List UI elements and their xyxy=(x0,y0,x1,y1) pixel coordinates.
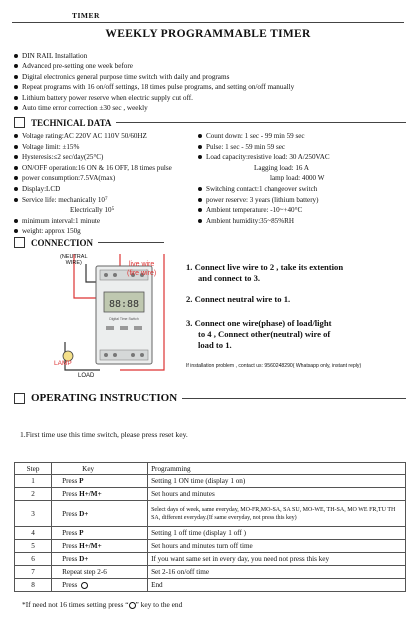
table-header-row xyxy=(15,463,406,475)
connection-steps xyxy=(186,262,408,352)
clock-key-icon xyxy=(81,582,88,589)
connection-step: 3. Connect one wire(phase) of load/light xyxy=(186,318,332,328)
table-row: 3 Press D+ Select days of week, same everyday, MO-FR,MO-SA, SA SU, MO-WE, TH-SA, MO WE FR,TU TH SA, different everyday.(If same everyday, not press this key) xyxy=(15,501,406,527)
svg-text:Digital Time Switch: Digital Time Switch xyxy=(109,317,139,321)
section-rule xyxy=(182,398,406,399)
bullet-icon xyxy=(14,64,18,68)
column-header: Key xyxy=(52,463,148,475)
live-wire-label: live wire xyxy=(129,261,155,268)
operating-title: OPERATING INSTRUCTION xyxy=(31,392,178,404)
lamp-label: LAMP xyxy=(54,360,72,367)
neutral-wire-label: (NEUTRAL WIRE) xyxy=(60,254,88,266)
load-label: LOAD xyxy=(78,373,95,379)
column-header: Step xyxy=(15,463,52,475)
section-box-icon xyxy=(14,393,25,404)
section-rule xyxy=(116,122,406,123)
svg-text:88:88: 88:88 xyxy=(108,299,140,310)
connection-step: and connect to 3. xyxy=(198,273,261,283)
feature-item: Lithium battery power reserve when electric supply cut off. xyxy=(14,93,294,103)
section-box-icon xyxy=(14,237,25,248)
header-rule xyxy=(12,22,404,23)
technical-title: TECHNICAL DATA xyxy=(31,117,112,128)
table-row: 4 Press P Setting 1 off time (display 1 off ) xyxy=(15,527,406,540)
table-row: 1 Press P Setting 1 ON time (display 1 on) xyxy=(15,475,406,488)
wiring-diagram xyxy=(60,252,175,382)
page-title: WEEKLY PROGRAMMABLE TIMER xyxy=(105,28,311,40)
feature-list xyxy=(14,51,294,113)
programming-table xyxy=(14,462,406,592)
feature-item: Advanced pre-setting one week before xyxy=(14,61,294,71)
connection-step: to 4 , Connect other(neutral) wire of xyxy=(198,329,331,339)
connection-step: 2. Connect neutral wire to 1. xyxy=(186,294,291,304)
feature-item: Repeat programs with 16 on/off settings, 18 times pulse programs, and setting on/off manually xyxy=(14,82,294,92)
technical-section-header xyxy=(14,117,406,128)
connection-title: CONNECTION xyxy=(31,237,94,248)
bullet-icon xyxy=(14,96,18,100)
bullet-icon xyxy=(14,54,18,58)
table-row: 8 Press End xyxy=(15,579,406,592)
bullet-icon xyxy=(14,106,18,110)
bullet-icon xyxy=(14,75,18,79)
connection-step: load to 1. xyxy=(198,340,232,350)
bullet-icon xyxy=(14,85,18,89)
timer-device xyxy=(96,266,152,364)
section-box-icon xyxy=(14,117,25,128)
footnote: *If need not 16 times setting press “ ” key to the end xyxy=(22,600,183,609)
connection-step: 1. Connect live wire to 2 , take its extention xyxy=(186,262,344,272)
section-rule xyxy=(98,242,164,243)
table-row: 5 Press H+/M+ Set hours and minutes turn off time xyxy=(15,540,406,553)
column-header: Programming xyxy=(148,463,406,475)
technical-left-list: Voltage rating:AC 220V AC 110V 50/60HZ Voltage limit: ±15% Hysteresis:≤2 sec/day(25°C) ON/OFF operation:16 ON & 16 OFF, 18 times pulse power consumption:7.5VA(max) Display:LCD Service life: mechanically 10 7 Electrically 10 5 minimum interval:1 minute weight: approx 150g xyxy=(14,131,172,237)
connection-section-header xyxy=(14,237,164,248)
feature-item: Digital electronics general purpose time switch with daily and programs xyxy=(14,72,294,82)
clock-key-icon xyxy=(129,602,136,609)
table-row: 6 Press D+ If you want same set in every day, you need not press this key xyxy=(15,553,406,566)
feature-item: Auto time error correction ±30 sec , weekly xyxy=(14,103,294,113)
support-note: If installation problem , contact us: 9560248290( Whatsapp only, instant reply) xyxy=(186,363,362,369)
reset-instruction: 1.First time use this time switch, please press reset key. xyxy=(20,430,188,439)
technical-right-list: Count down: 1 sec - 99 min 59 sec Pulse: 1 sec - 59 min 59 sec Load capacity:resistive load: 30 A/250VAC Lagging load: 16 A lamp load: 4000 W Switching contact:1 changeover switch power reserve: 3 years (lithium battery) Ambient temperature: -10~+40°C Ambient humidity:35~85%RH xyxy=(198,131,330,226)
operating-section-header xyxy=(14,392,406,404)
header-tag: TIMER xyxy=(72,11,100,20)
fire-wire-label: (fire wire) xyxy=(127,270,157,277)
table-row: 7 Repeat step 2-6 Set 2-16 on/off time xyxy=(15,566,406,579)
feature-item: DIN RAIL Installation xyxy=(14,51,294,61)
table-row: 2 Press H+/M+ Set hours and minutes xyxy=(15,488,406,501)
